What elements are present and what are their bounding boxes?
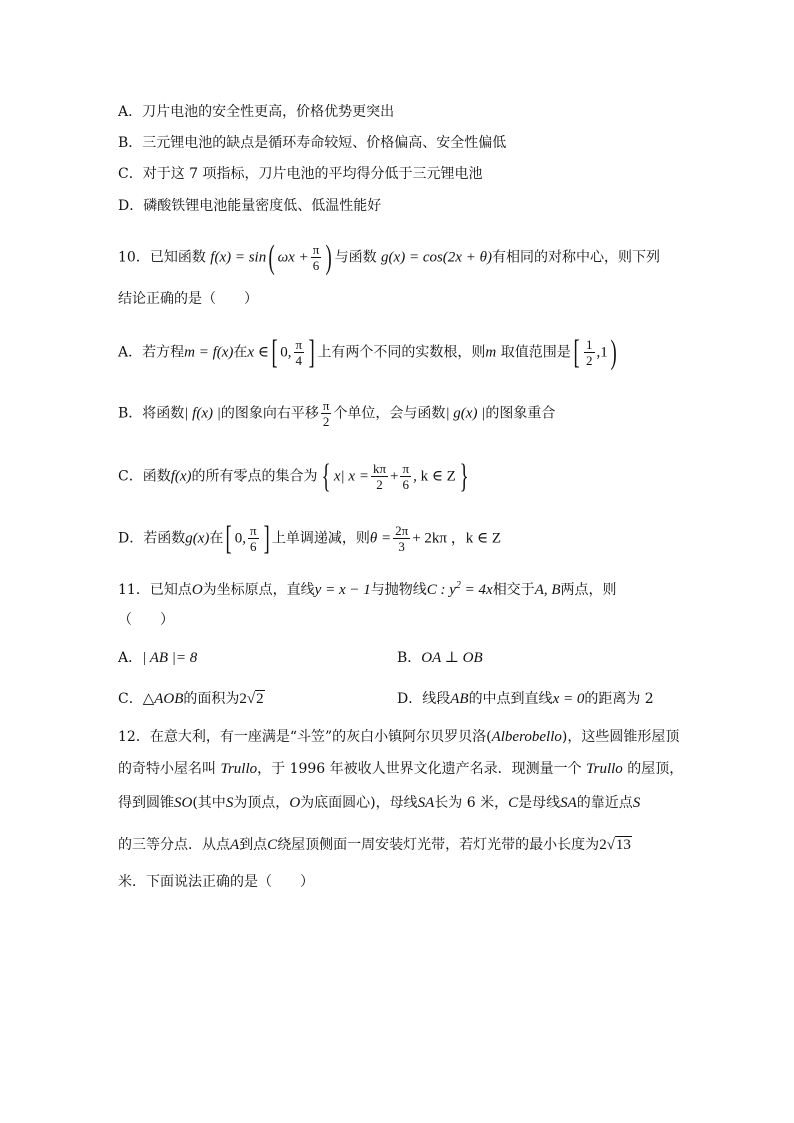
q12-line5: 米．下面说法正确的是（ ）	[118, 874, 314, 890]
q11-stem: 11．已知点O为坐标原点，直线y = x − 1与抛物线C : $y^2 = 4x$相交于A, B两点，则	[118, 580, 617, 598]
q11-option-c: C．△AOB的面积为2√2	[118, 691, 264, 707]
frac-pi-6: $\frac{\pi}{6}$	[312, 242, 320, 273]
q9-option-a: A．刀片电池的安全性更高，价格优势更突出	[118, 104, 395, 120]
q9-option-d: D．磷酸铁锂电池能量密度低、低温性能好	[118, 198, 382, 214]
q12-line1: 12．在意大利，有一座满是“斗笠”的灰白小镇阿尔贝罗贝洛(Alberobello)，这些圆锥形屋顶	[118, 729, 680, 745]
q11-option-b: B．OA ⊥ OB	[397, 650, 483, 666]
q12-line2: 的奇特小屋名叫 Trullo，于 1996 年被收人世界文化遗产名录．现测量一个 Trullo 的屋顶，	[118, 761, 684, 777]
q11-paren: （ ）	[118, 612, 174, 628]
q11-option-a: A．| AB |= 8	[118, 650, 198, 666]
q9-option-b: B．三元锂电池的缺点是循环寿命较短、价格偏高、安全性偏低	[118, 135, 507, 151]
q10-option-d: D．若函数g(x)在[ 0, $\frac{\pi}{6}$ ] 上单调递减，则θ = $\frac{2\pi}{3}$ + 2kπ ，k ∈ Z	[118, 519, 502, 557]
q10-option-c: C．函数f(x)的所有零点的集合为 { x| x = $\frac{k\pi}{2}$ + $\frac{\pi}{6}$ , k ∈ Z }	[118, 457, 469, 495]
q10-option-b: B．将函数| f(x) |的图象向右平移 $\frac{\pi}{2}$ 个单位，会与函数| g(x) |的图象重合	[118, 398, 556, 429]
q9-option-c: C．对于这 7 项指标，刀片电池的平均得分低于三元锂电池	[118, 166, 483, 182]
q11-option-d: D．线段AB的中点到直线x = 0的距离为 2	[397, 691, 654, 707]
q12-line3: 得到圆锥SO(其中S为顶点，O为底面圆心)，母线SA长为 6 米，C是母线SA的靠近点S	[118, 795, 641, 811]
q10-option-a: A．若方程m = f(x)在x ∈[ 0, $\frac{\pi}{4}$ ] 上有两个不同的实数根，则m 取值范围是[ $\frac{1}{2}$ ,1)	[118, 333, 617, 371]
q12-line4: 的三等分点．从点A到点C绕屋顶侧面一周安装灯光带，若灯光带的最小长度为2√13	[118, 837, 631, 853]
q10-stem: 10．已知函数 f(x) = sin( ωx + $\frac{\pi}{6}$ ) 与函数 g(x) = cos(2x + θ)有相同的对称中心，则下列	[118, 238, 660, 276]
q10-stem-line2: 结论正确的是（ ）	[118, 291, 258, 307]
